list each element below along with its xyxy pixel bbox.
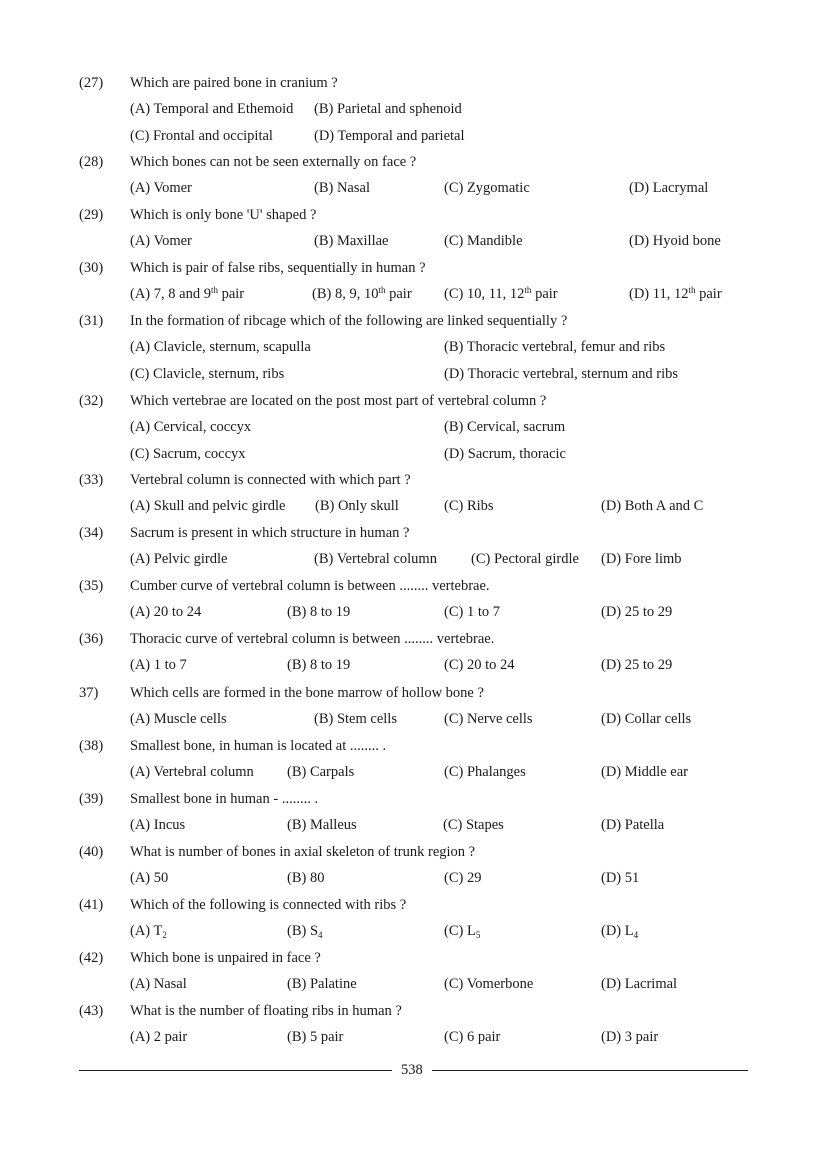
question-number: (40) (79, 844, 104, 860)
answer-option: (A) 20 to 24 (130, 604, 202, 620)
question-number: (36) (79, 631, 104, 647)
question-number: (32) (79, 393, 104, 409)
question-text: Smallest bone, in human is located at ........ . (130, 738, 387, 754)
answer-option: (B) Cervical, sacrum (444, 419, 566, 435)
answer-option: (B) Parietal and sphenoid (314, 101, 462, 117)
answer-option: (C) Mandible (444, 233, 523, 249)
answer-option: (B) Thoracic vertebral, femur and ribs (444, 339, 666, 355)
question-number: (43) (79, 1003, 104, 1019)
answer-option: (C) Stapes (443, 817, 504, 833)
answer-option: (B) Carpals (287, 764, 355, 780)
question-number: (31) (79, 313, 104, 329)
question-number: (30) (79, 260, 104, 276)
answer-option: (D) Thoracic vertebral, sternum and ribs (444, 366, 679, 382)
answer-option: (A) Incus (130, 817, 186, 833)
option-row (0, 1029, 826, 1049)
page-footer (0, 1060, 826, 1082)
option-row (0, 339, 826, 359)
answer-option: (D) Both A and C (601, 498, 704, 514)
question-text: In the formation of ribcage which of the following are linked sequentially ? (130, 313, 568, 329)
answer-option: (D) 11, 12th pair (629, 285, 722, 302)
answer-option: (B) Vertebral column (314, 551, 437, 567)
question-text: Vertebral column is connected with which part ? (130, 472, 411, 488)
question-number: (28) (79, 154, 104, 170)
answer-option: (B) Nasal (314, 180, 370, 196)
answer-option: (D) Collar cells (601, 711, 692, 727)
answer-option: (D) Hyoid bone (629, 233, 721, 249)
answer-option: (B) 8 to 19 (287, 657, 351, 673)
answer-option: (B) 5 pair (287, 1029, 344, 1045)
question-text: Cumber curve of vertebral column is between ........ vertebrae. (130, 578, 490, 594)
option-row (0, 286, 826, 306)
question-text: Which cells are formed in the bone marrow of hollow bone ? (130, 685, 484, 701)
question-number: (34) (79, 525, 104, 541)
question-number: (38) (79, 738, 104, 754)
question-text: Which bones can not be seen externally on face ? (130, 154, 417, 170)
answer-option: (A) Muscle cells (130, 711, 227, 727)
question-text: Which of the following is connected with ribs ? (130, 897, 407, 913)
question-number: 37) (79, 685, 99, 701)
answer-option: (A) 50 (130, 870, 169, 886)
option-row (0, 764, 826, 784)
question-text: What is the number of floating ribs in human ? (130, 1003, 402, 1019)
answer-option: (A) Skull and pelvic girdle (130, 498, 286, 514)
answer-option: (A) Vomer (130, 180, 192, 196)
answer-option: (C) Phalanges (444, 764, 526, 780)
option-row (0, 817, 826, 837)
answer-option: (B) Stem cells (314, 711, 397, 727)
footer-rule-left (79, 1070, 392, 1071)
answer-option: (D) Lacrimal (601, 976, 678, 992)
question-text: Thoracic curve of vertebral column is between ........ vertebrae. (130, 631, 495, 647)
option-row (0, 180, 826, 200)
footer-rule-right (432, 1070, 748, 1071)
answer-option: (C) Frontal and occipital (130, 128, 273, 144)
answer-option: (B) Maxillae (314, 233, 389, 249)
option-row (0, 551, 826, 571)
answer-option: (D) Lacrymal (629, 180, 709, 196)
option-row (0, 976, 826, 996)
question-text: Which is only bone 'U' shaped ? (130, 207, 317, 223)
answer-option: (D) 25 to 29 (601, 604, 673, 620)
answer-option: (C) Ribs (444, 498, 494, 514)
answer-option: (A) Pelvic girdle (130, 551, 228, 567)
option-row (0, 128, 826, 148)
answer-option: (A) Cervical, coccyx (130, 419, 252, 435)
answer-option: (D) 51 (601, 870, 640, 886)
answer-option: (D) 3 pair (601, 1029, 659, 1045)
question-text: Sacrum is present in which structure in human ? (130, 525, 410, 541)
question-number: (33) (79, 472, 104, 488)
answer-option: (D) $L_4$ (601, 923, 639, 940)
answer-option: (A) Vertebral column (130, 764, 254, 780)
question-text: Smallest bone in human - ........ . (130, 791, 319, 807)
answer-option: (C) 29 (444, 870, 482, 886)
option-row (0, 233, 826, 253)
answer-option: (C) 1 to 7 (444, 604, 500, 620)
option-row (0, 923, 826, 943)
question-text: Which are paired bone in cranium ? (130, 75, 338, 91)
option-row (0, 657, 826, 677)
answer-option: (C) Vomerbone (444, 976, 534, 992)
answer-option: (C) Clavicle, sternum, ribs (130, 366, 285, 382)
answer-option: (D) 25 to 29 (601, 657, 673, 673)
answer-option: (A) 1 to 7 (130, 657, 187, 673)
answer-option: (C) Zygomatic (444, 180, 530, 196)
answer-option: (C) Pectoral girdle (471, 551, 579, 567)
answer-option: (C) Sacrum, coccyx (130, 446, 246, 462)
option-row (0, 101, 826, 121)
answer-option: (B) $S_4$ (287, 923, 323, 940)
option-row (0, 870, 826, 890)
answer-option: (D) Middle ear (601, 764, 688, 780)
question-text: Which is pair of false ribs, sequentially in human ? (130, 260, 426, 276)
answer-option: (D) Temporal and parietal (314, 128, 465, 144)
answer-option: (C) $L_5$ (444, 923, 481, 940)
answer-option: (D) Patella (601, 817, 665, 833)
option-row (0, 711, 826, 731)
question-text: Which vertebrae are located on the post most part of vertebral column ? (130, 393, 547, 409)
answer-option: (B) Malleus (287, 817, 357, 833)
question-text: Which bone is unpaired in face ? (130, 950, 321, 966)
answer-option: (B) 80 (287, 870, 325, 886)
answer-option: (A) $T_2$ (130, 923, 167, 940)
question-number: (29) (79, 207, 104, 223)
answer-option: (C) Nerve cells (444, 711, 533, 727)
answer-option: (A) Temporal and Ethemoid (130, 101, 294, 117)
question-number: (42) (79, 950, 104, 966)
option-row (0, 366, 826, 386)
answer-option: (C) 20 to 24 (444, 657, 515, 673)
answer-option: (B) 8 to 19 (287, 604, 351, 620)
question-number: (27) (79, 75, 104, 91)
answer-option: (A) 7, 8 and 9th pair (130, 285, 245, 302)
option-row (0, 498, 826, 518)
answer-option: (A) 2 pair (130, 1029, 188, 1045)
answer-option: (B) 8, 9, 10th pair (312, 285, 412, 302)
answer-option: (A) Vomer (130, 233, 192, 249)
option-row (0, 446, 826, 466)
answer-option: (D) Fore limb (601, 551, 682, 567)
answer-option: (C) 10, 11, 12th pair (444, 285, 558, 302)
option-row (0, 419, 826, 439)
answer-option: (A) Nasal (130, 976, 187, 992)
answer-option: (C) 6 pair (444, 1029, 501, 1045)
question-number: (35) (79, 578, 104, 594)
question-text: What is number of bones in axial skeleton of trunk region ? (130, 844, 476, 860)
question-number: (39) (79, 791, 104, 807)
question-number: (41) (79, 897, 104, 913)
page-number: 538 (401, 1062, 423, 1078)
answer-option: (A) Clavicle, sternum, scapulla (130, 339, 311, 355)
answer-option: (B) Palatine (287, 976, 357, 992)
answer-option: (D) Sacrum, thoracic (444, 446, 566, 462)
answer-option: (B) Only skull (315, 498, 399, 514)
option-row (0, 604, 826, 624)
